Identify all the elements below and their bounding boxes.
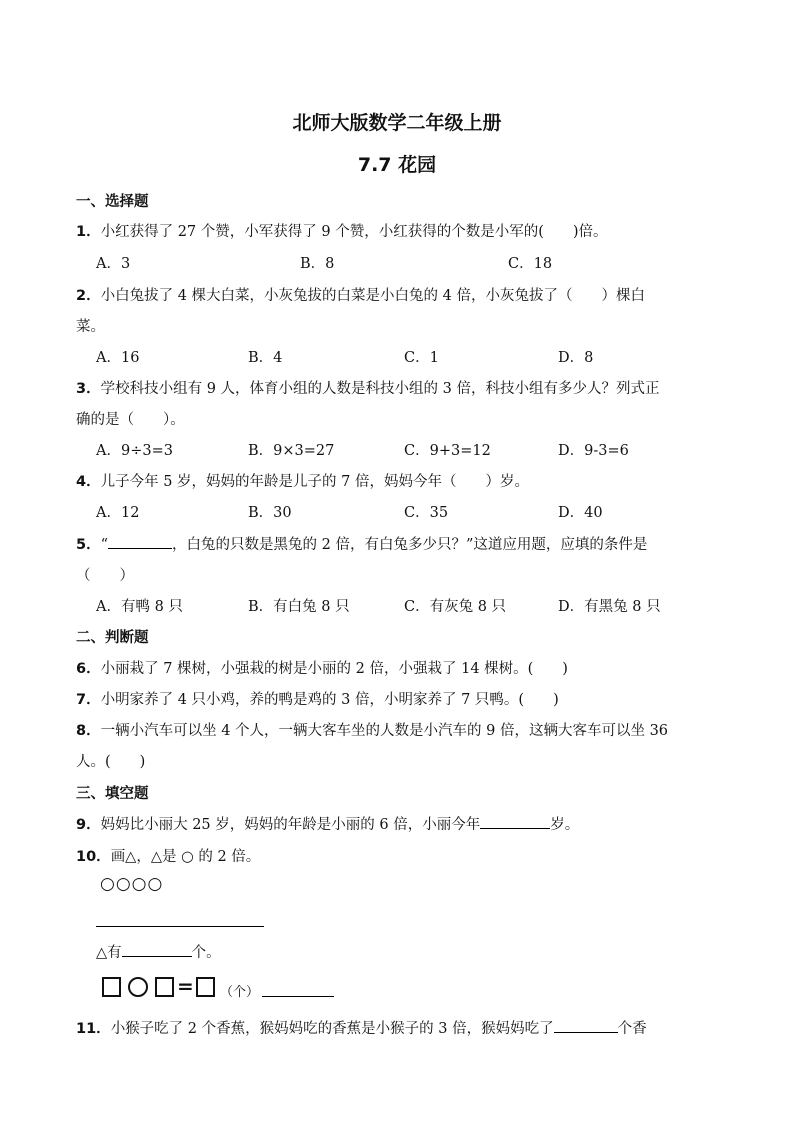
answer-blank	[554, 1019, 618, 1033]
question-suffix: 岁。	[550, 817, 580, 833]
option-c: C．9+3=12	[404, 443, 491, 459]
question-text: 妈妈比小丽大 25 岁，妈妈的年龄是小丽的 6 倍，小丽今年	[100, 817, 481, 833]
option-d: D．40	[558, 505, 603, 521]
option-a: A．有鸭 8 只	[96, 599, 183, 615]
question-number: 7．	[76, 692, 101, 708]
option-a: A．12	[96, 505, 140, 521]
option-a: A．9÷3=3	[96, 443, 173, 459]
question-text: 学校科技小组有 9 人，体育小组的人数是科技小组的 3 倍，科技小组有多少人？列式正	[100, 381, 660, 397]
question-number: 4．	[76, 474, 101, 490]
question-3-line-2: 确的是（ ）。	[76, 412, 185, 428]
option-c: C．有灰兔 8 只	[404, 599, 507, 615]
open-quote: “	[100, 537, 109, 553]
question-4	[76, 470, 529, 491]
question-number: 6．	[76, 661, 101, 677]
question-11	[76, 1017, 647, 1038]
question-5-line-2: （ ）	[76, 568, 134, 584]
question-text: 小明家养了 4 只小鸡，养的鸭是鸡的 3 倍，小明家养了 7 只鸭。( )	[100, 692, 559, 708]
option-b: B．有白兔 8 只	[248, 599, 350, 615]
question-1	[76, 220, 608, 241]
option-d: D．有黑兔 8 只	[558, 599, 661, 615]
question-text: 小白兔拔了 4 棵大白菜，小灰兔拔的白菜是小白兔的 4 倍，小灰兔拔了（ ）棵白	[100, 288, 645, 304]
question-number: 2．	[76, 288, 101, 304]
option-b: B．30	[248, 505, 292, 521]
question-5	[76, 533, 647, 554]
option-c: C．35	[404, 505, 449, 521]
option-c: C．1	[404, 350, 439, 366]
question-8	[76, 719, 668, 740]
drawing-line	[96, 926, 264, 927]
answer-blank	[262, 996, 334, 997]
question-6	[76, 657, 568, 678]
triangle-suffix: 个。	[191, 945, 221, 961]
question-text: 一辆小汽车可以坐 4 个人，一辆大客车坐的人数是小汽车的 9 倍，这辆大客车可以坐 36	[100, 723, 669, 739]
unit-label: （个）	[220, 985, 260, 1000]
answer-blank	[480, 815, 550, 829]
page-title: 北师大版数学二年级上册	[292, 112, 502, 134]
square-box-3	[196, 977, 215, 997]
option-b: B．4	[248, 350, 283, 366]
question-text: 小猴子吃了 2 个香蕉，猴妈妈吃的香蕉是小猴子的 3 倍，猴妈妈吃了	[110, 1021, 554, 1037]
option-b: B．8	[300, 256, 335, 272]
question-text: 画△，△是 ○ 的 2 倍。	[110, 849, 261, 865]
option-d: D．9-3=6	[558, 443, 629, 459]
question-number: 3．	[76, 381, 101, 397]
question-number: 11．	[76, 1021, 111, 1037]
question-9	[76, 813, 579, 834]
answer-blank	[108, 535, 172, 549]
question-3	[76, 377, 659, 398]
option-d: D．8	[558, 350, 594, 366]
option-b: B．9×3=27	[248, 443, 335, 459]
circle-operator	[128, 977, 148, 997]
question-text: 小丽栽了 7 棵树，小强栽的树是小丽的 2 倍，小强栽了 14 棵树。( )	[100, 661, 568, 677]
triangle-prefix: △有	[96, 945, 122, 961]
question-number: 8．	[76, 723, 101, 739]
question-number: 5．	[76, 537, 101, 553]
question-text: 儿子今年 5 岁，妈妈的年龄是儿子的 7 倍，妈妈今年（ ）岁。	[100, 474, 529, 490]
question-text: ，白兔的只数是黑兔的 2 倍，有白兔多少只？”这道应用题，应填的条件是	[172, 537, 648, 553]
page-subtitle: 7.7 花园	[357, 154, 437, 176]
section-heading-choice: 一、选择题	[76, 194, 149, 210]
question-2-line-2: 菜。	[76, 319, 105, 335]
question-7	[76, 688, 559, 709]
question-number: 10．	[76, 849, 111, 865]
option-a: A．16	[96, 350, 140, 366]
question-8-line-2: 人。( )	[76, 754, 146, 770]
question-10	[76, 845, 260, 866]
question-number: 1．	[76, 224, 101, 240]
square-box-2	[155, 977, 174, 997]
section-heading-fill: 三、填空题	[76, 786, 149, 802]
answer-blank	[122, 943, 192, 957]
question-text: 小红获得了 27 个赞，小军获得了 9 个赞，小红获得的个数是小军的( )倍。	[100, 224, 608, 240]
option-c: C．18	[508, 256, 553, 272]
triangle-count	[96, 941, 221, 962]
equals-sign: =	[177, 974, 194, 998]
square-box-1	[102, 977, 121, 997]
circles-row: ○○○○	[100, 874, 164, 894]
section-heading-judge: 二、判断题	[76, 630, 149, 646]
question-2	[76, 284, 645, 305]
option-a: A．3	[96, 256, 131, 272]
question-number: 9．	[76, 817, 101, 833]
question-suffix: 个香	[617, 1021, 647, 1037]
